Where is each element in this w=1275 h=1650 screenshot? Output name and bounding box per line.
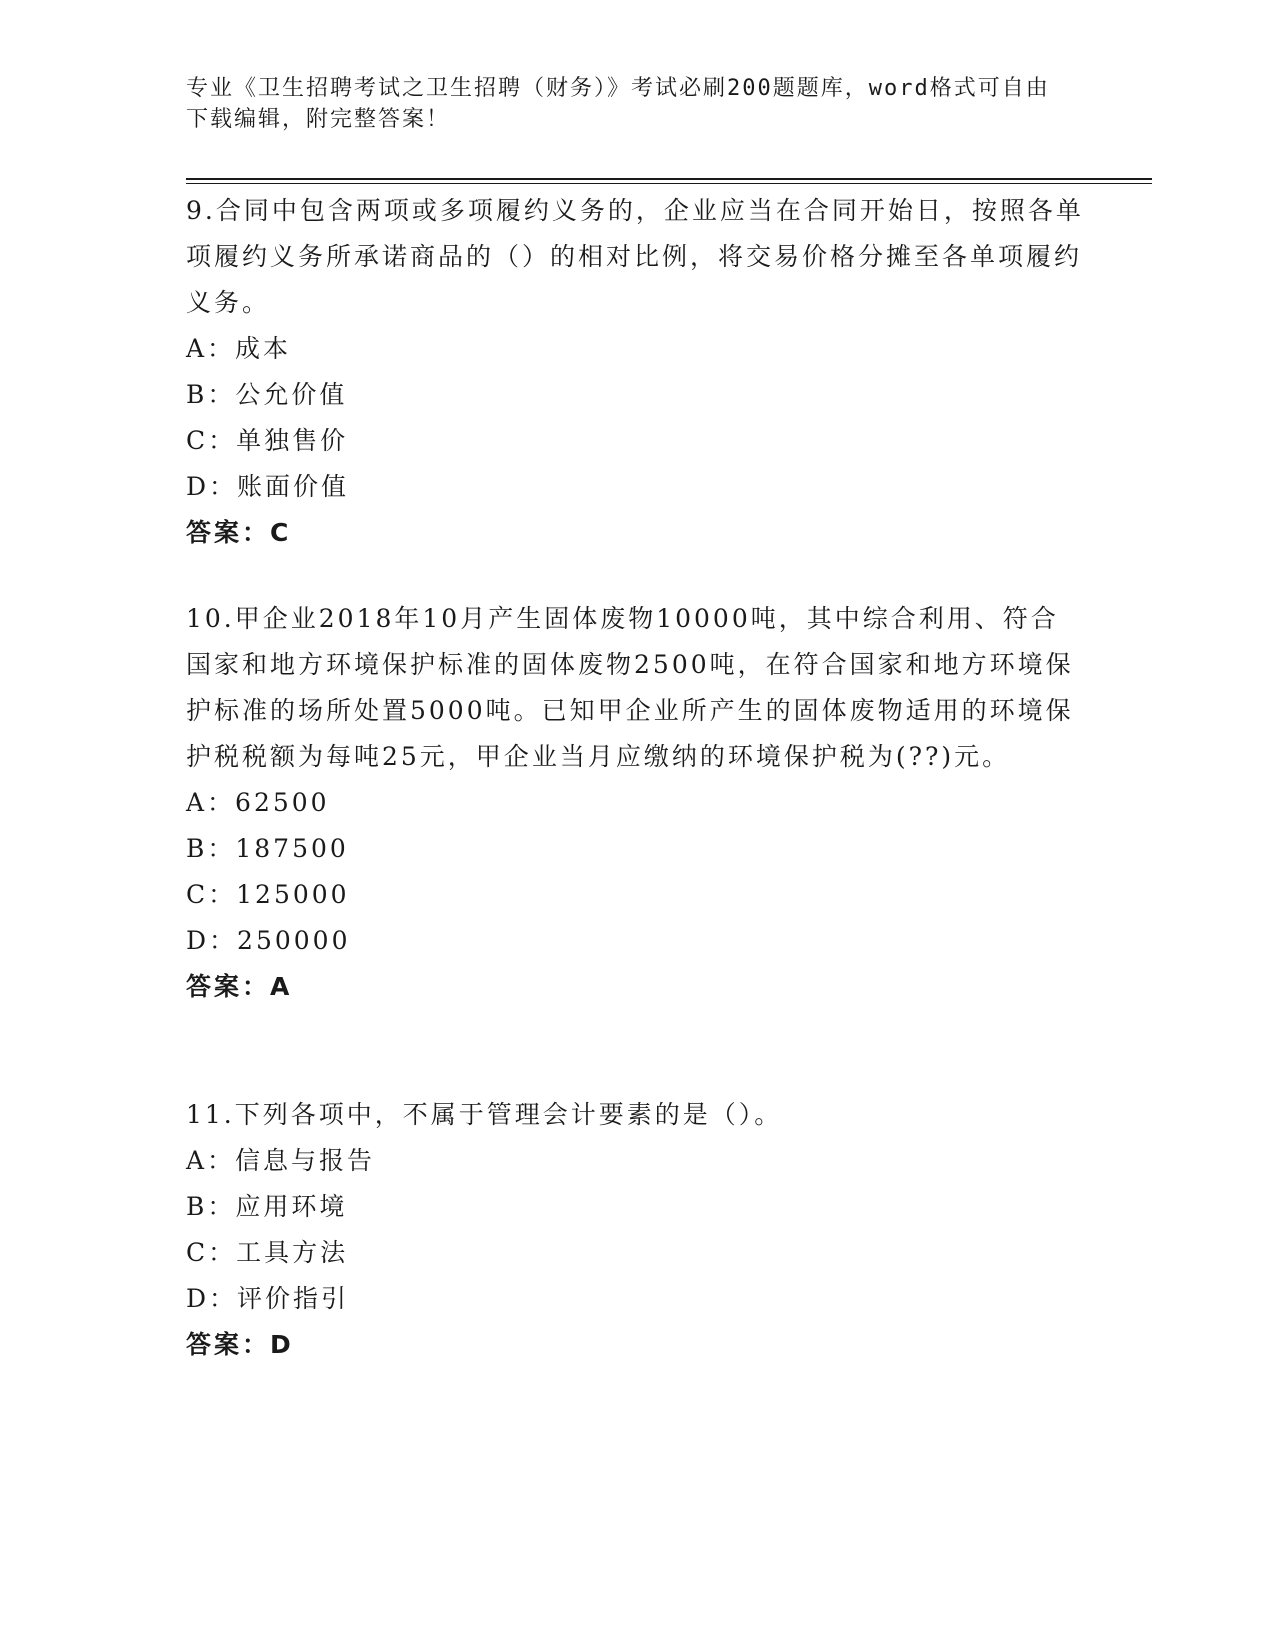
option-a: A：成本 [186, 334, 292, 363]
option-c: C：单独售价 [186, 426, 349, 455]
question-11 [186, 1092, 1086, 1368]
option-b: B：应用环境 [186, 1192, 348, 1221]
option-d: D：250000 [186, 926, 351, 955]
option-a: A：信息与报告 [186, 1146, 376, 1175]
option-d: D：评价指引 [186, 1284, 350, 1313]
option-b: B：187500 [186, 834, 349, 863]
document-header: 专业《卫生招聘考试之卫生招聘（财务）》考试必刷200题题库，word格式可自由下载编辑，附完整答案！ [186, 76, 1050, 132]
option-a: A：62500 [186, 788, 330, 817]
answer: 答案：D [186, 1330, 294, 1359]
question-stem: 11.下列各项中，不属于管理会计要素的是（）。 [186, 1100, 783, 1129]
question-9 [186, 188, 1086, 556]
question-10 [186, 596, 1086, 1010]
question-stem: 9.合同中包含两项或多项履约义务的，企业应当在合同开始日，按照各单项履约义务所承诺商品的（）的相对比例，将交易价格分摊至各单项履约义务。 [186, 196, 1084, 317]
answer: 答案：A [186, 972, 293, 1001]
header-divider-thin [186, 183, 1152, 184]
question-stem: 10.甲企业2018年10月产生固体废物10000吨，其中综合利用、符合国家和地方环境保护标准的固体废物2500吨，在符合国家和地方环境保护标准的场所处置5000吨。已知甲企业所产生的固体废物适用的环境保护税税额为每吨25元，甲企业当月应缴纳的环境保护税为(??)元。 [186, 604, 1074, 771]
option-b: B：公允价值 [186, 380, 348, 409]
header-divider-thick [186, 178, 1152, 180]
option-c: C：工具方法 [186, 1238, 349, 1267]
answer: 答案：C [186, 518, 292, 547]
option-d: D：账面价值 [186, 472, 350, 501]
option-c: C：125000 [186, 880, 350, 909]
